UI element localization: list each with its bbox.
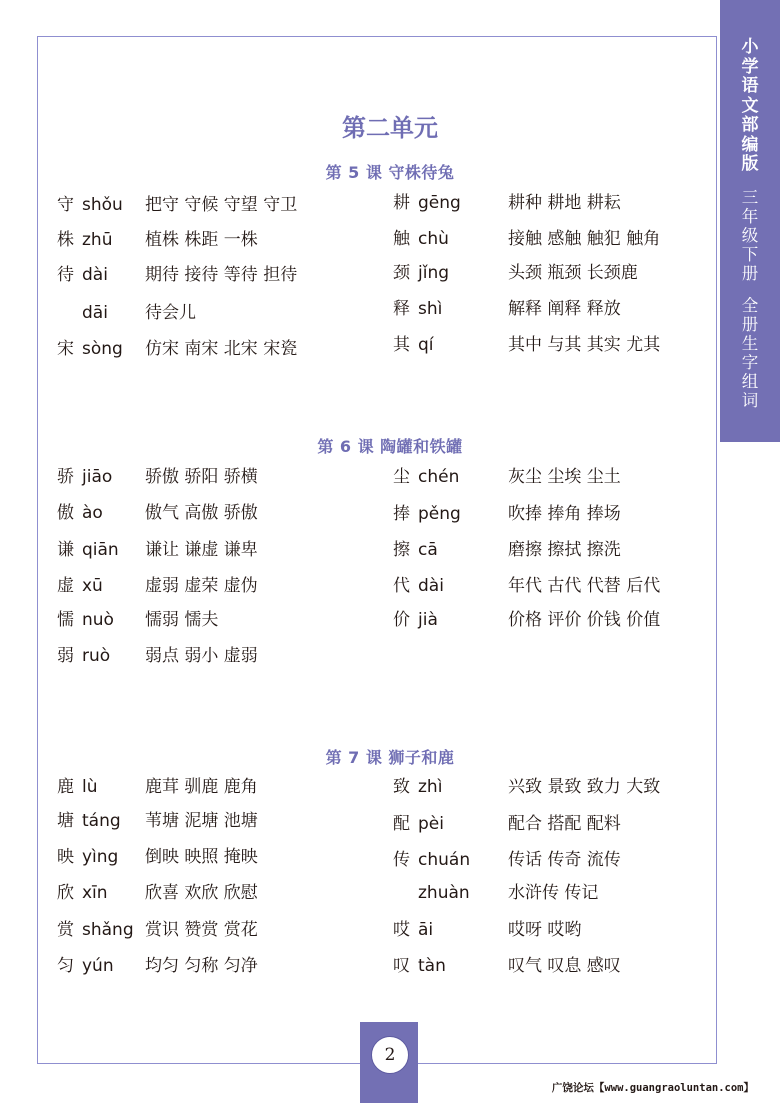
word-list: 谦让 谦虚 谦卑	[145, 540, 258, 560]
word-list: 赏识 赞赏 赏花	[145, 920, 258, 940]
word-list: 吹捧 捧角 捧场	[508, 504, 621, 524]
word-list: 弱点 弱小 虚弱	[145, 646, 258, 666]
word-list: 年代 古代 代替 后代	[508, 576, 661, 596]
word-list: 接触 感触 触犯 触角	[508, 229, 661, 249]
word-list: 配合 搭配 配料	[508, 814, 621, 834]
sidebar-char: 编	[741, 134, 759, 155]
pinyin: jǐng	[418, 263, 450, 283]
char-entry	[57, 466, 112, 488]
char-entry	[57, 502, 103, 524]
lesson-title: 第 7 课 狮子和鹿	[325, 748, 455, 767]
character: 其	[393, 335, 410, 355]
word-list: 价格 评价 价钱 价值	[508, 610, 661, 630]
char-entry	[393, 849, 470, 871]
word-list: 解释 阐释 释放	[508, 299, 621, 319]
character: 映	[57, 847, 74, 867]
sidebar-line-2	[742, 188, 759, 283]
char-entry	[393, 334, 434, 356]
pinyin: zhuàn	[418, 883, 470, 903]
character: 鹿	[57, 777, 74, 797]
word-list: 耕种 耕地 耕耘	[508, 193, 621, 213]
character: 塘	[57, 811, 74, 831]
character: 待	[57, 265, 74, 285]
char-entry	[393, 539, 438, 561]
sidebar-banner	[720, 0, 780, 442]
pinyin: dài	[82, 265, 108, 285]
word-list: 哎呀 哎哟	[508, 920, 582, 940]
sidebar-line-3	[742, 296, 759, 410]
char-entry	[57, 194, 123, 216]
word-list: 懦弱 懦夫	[145, 610, 219, 630]
character: 虚	[57, 576, 74, 596]
unit-title: 第二单元	[342, 114, 438, 142]
pinyin: yìng	[82, 847, 119, 867]
word-list: 把守 守候 守望 守卫	[145, 195, 298, 215]
char-entry	[393, 298, 442, 320]
char-entry	[57, 302, 108, 324]
character: 赏	[57, 920, 74, 940]
sidebar-char: 年	[741, 206, 759, 226]
char-entry	[393, 776, 442, 798]
char-entry	[57, 264, 108, 286]
char-entry	[57, 609, 114, 631]
sidebar-char: 部	[741, 115, 759, 135]
char-entry	[57, 645, 110, 667]
pinyin: jià	[418, 610, 438, 630]
char-entry	[57, 846, 118, 868]
char-entry	[57, 539, 119, 561]
word-list: 苇塘 泥塘 池塘	[145, 811, 258, 831]
char-entry	[393, 882, 470, 904]
word-list: 骄傲 骄阳 骄横	[145, 467, 258, 487]
character: 致	[393, 777, 410, 797]
sidebar-char: 版	[741, 154, 759, 174]
sidebar-char: 词	[741, 390, 759, 410]
pinyin: qí	[418, 335, 434, 355]
word-list: 磨擦 擦拭 擦洗	[508, 540, 621, 560]
character: 守	[57, 195, 74, 215]
word-list: 头颈 瓶颈 长颈鹿	[508, 263, 638, 283]
lesson-title: 第 5 课 守株待兔	[325, 163, 455, 182]
char-entry	[57, 882, 108, 904]
pinyin: yún	[82, 956, 114, 976]
pinyin: nuò	[82, 610, 114, 630]
word-list: 倒映 映照 掩映	[145, 847, 258, 867]
pinyin: jiāo	[82, 467, 113, 487]
pinyin: táng	[82, 811, 121, 831]
char-entry	[57, 955, 114, 977]
pinyin: āi	[418, 920, 434, 940]
footer-source: 广饶论坛【www.guangraoluntan.com】	[551, 1082, 754, 1094]
character: 骄	[57, 467, 74, 487]
pinyin: ruò	[82, 646, 111, 666]
word-list: 傲气 高傲 骄傲	[145, 503, 258, 523]
sidebar-char: 级	[741, 225, 759, 245]
word-list: 虚弱 虚荣 虚伪	[145, 576, 258, 596]
char-entry	[393, 575, 444, 597]
character: 颈	[393, 263, 410, 283]
pinyin: chuán	[418, 850, 471, 870]
sidebar-char: 三	[741, 187, 759, 207]
word-list: 叹气 叹息 感叹	[508, 956, 621, 976]
sidebar-char: 语	[741, 76, 759, 96]
char-entry	[57, 575, 103, 597]
pinyin: pèi	[418, 814, 444, 834]
sidebar-char: 学	[741, 56, 759, 77]
char-entry	[393, 503, 461, 525]
character: 价	[393, 610, 410, 630]
char-entry	[393, 955, 446, 977]
word-list: 灰尘 尘埃 尘土	[508, 467, 621, 487]
sidebar-char: 下	[741, 244, 759, 264]
pinyin: cā	[418, 540, 438, 560]
page-number: 2	[371, 1036, 409, 1074]
character: 谦	[57, 540, 74, 560]
character: 傲	[57, 503, 74, 523]
pinyin: shǎng	[82, 920, 134, 940]
word-list: 期待 接待 等待 担待	[145, 265, 298, 285]
character: 代	[393, 576, 410, 596]
pinyin: zhū	[82, 230, 113, 250]
word-list: 植株 株距 一株	[145, 230, 258, 250]
word-list: 水浒传 传记	[508, 883, 599, 903]
pinyin: xū	[82, 576, 103, 596]
character: 株	[57, 230, 74, 250]
character: 耕	[393, 193, 410, 213]
character: 弱	[57, 646, 74, 666]
character: 哎	[393, 920, 410, 940]
char-entry	[393, 228, 449, 250]
pinyin: xīn	[82, 883, 108, 903]
char-entry	[57, 338, 123, 360]
char-entry	[393, 466, 459, 488]
pinyin: shì	[418, 299, 443, 319]
character: 释	[393, 299, 410, 319]
sidebar-char: 册	[741, 314, 759, 334]
char-entry	[393, 919, 433, 941]
char-entry	[57, 776, 98, 798]
character: 擦	[393, 540, 410, 560]
pinyin: ào	[82, 503, 103, 523]
char-entry	[57, 919, 134, 941]
character: 尘	[393, 467, 410, 487]
pinyin: dài	[418, 576, 444, 596]
character: 捧	[393, 504, 410, 524]
pinyin: chù	[418, 229, 449, 249]
char-entry	[57, 810, 121, 832]
sidebar-char: 生	[741, 333, 759, 353]
word-list: 待会儿	[145, 303, 196, 323]
pinyin: dāi	[82, 303, 108, 323]
sidebar-line-1	[742, 38, 759, 175]
word-list: 兴致 景致 致力 大致	[508, 777, 661, 797]
pinyin: qiān	[82, 540, 119, 560]
char-entry	[393, 192, 461, 214]
character: 欣	[57, 883, 74, 903]
character: 传	[393, 850, 410, 870]
word-list: 传话 传奇 流传	[508, 850, 621, 870]
sidebar-char: 字	[741, 352, 759, 372]
sidebar-char: 小	[741, 37, 759, 57]
lesson-title: 第 6 课 陶罐和铁罐	[317, 437, 463, 456]
sidebar-char: 组	[741, 371, 759, 391]
character: 叹	[393, 956, 410, 976]
pinyin: zhì	[418, 777, 443, 797]
sidebar-char: 全	[741, 295, 759, 315]
pinyin: chén	[418, 467, 460, 487]
char-entry	[393, 609, 438, 631]
pinyin: tàn	[418, 956, 446, 976]
character: 匀	[57, 956, 74, 976]
sidebar-char: 册	[741, 263, 759, 283]
word-list: 其中 与其 其实 尤其	[508, 335, 661, 355]
character: 懦	[57, 610, 74, 630]
character: 配	[393, 814, 410, 834]
pinyin: gēng	[418, 193, 461, 213]
sidebar-char: 文	[741, 95, 759, 116]
word-list: 鹿茸 驯鹿 鹿角	[145, 777, 258, 797]
character: 宋	[57, 339, 74, 359]
char-entry	[393, 262, 449, 284]
pinyin: pěng	[418, 504, 461, 524]
pinyin: sòng	[82, 339, 123, 359]
pinyin: shǒu	[82, 195, 123, 215]
pinyin: lù	[82, 777, 98, 797]
word-list: 仿宋 南宋 北宋 宋瓷	[145, 339, 298, 359]
word-list: 欣喜 欢欣 欣慰	[145, 883, 258, 903]
character: 触	[393, 229, 410, 249]
char-entry	[57, 229, 112, 251]
word-list: 均匀 匀称 匀净	[145, 956, 258, 976]
char-entry	[393, 813, 444, 835]
